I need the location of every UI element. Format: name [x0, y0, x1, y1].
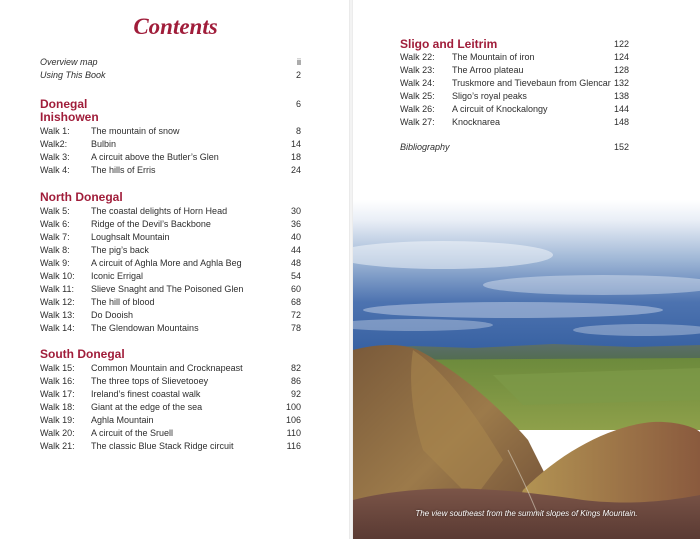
page-number: 60: [290, 284, 301, 294]
bibliography-entry: [400, 141, 629, 154]
walk-number: Walk 11:: [40, 284, 75, 294]
walk-number: Walk 6:: [40, 219, 70, 229]
section-page-number: 122: [613, 39, 629, 49]
walk-name: A circuit of Aghla More and Aghla Beg: [91, 258, 242, 268]
page-number: 24: [290, 165, 301, 175]
page-number: 18: [290, 152, 301, 162]
page-number: 54: [290, 271, 301, 281]
page-number: 72: [290, 310, 301, 320]
walk-number: Walk 7:: [40, 232, 70, 242]
walk-name: The classic Blue Stack Ridge circuit: [91, 441, 234, 451]
page-number: 2: [295, 70, 301, 80]
walk-entry: [40, 138, 301, 151]
page-number: 14: [290, 139, 301, 149]
walk-name: Giant at the edge of the sea: [91, 402, 203, 412]
walk-name: A circuit of the Sruell: [91, 428, 174, 438]
walk-entry: [40, 270, 301, 283]
walk-name: Ridge of the Devil’s Backbone: [91, 219, 211, 229]
page-number: 86: [290, 376, 301, 386]
walk-name: The coastal delights of Horn Head: [91, 206, 228, 216]
walk-entry: [40, 218, 301, 231]
walk-entry: [400, 51, 629, 64]
walk-entry: [40, 362, 301, 375]
walk-name: The pig’s back: [91, 245, 149, 255]
walk-entry: [400, 103, 629, 116]
page-number: 110: [286, 428, 301, 438]
walk-number: Walk 5:: [40, 206, 70, 216]
page-number: 44: [290, 245, 301, 255]
walk-name: A circuit of Knockalongy: [452, 104, 548, 114]
photo-caption: The view southeast from the summit slopes of Kings Mountain.: [415, 509, 638, 518]
section-heading-north-donegal: North Donegal: [40, 190, 123, 204]
walk-number: Walk 13:: [40, 310, 75, 320]
walk-name: Sligo’s royal peaks: [452, 91, 527, 101]
walk-entry: [40, 427, 301, 440]
walk-number: Walk 10:: [40, 271, 75, 281]
walk-number: Walk 9:: [40, 258, 70, 268]
page-number: 124: [613, 52, 629, 62]
walk-name: Ireland’s finest coastal walk: [91, 389, 201, 399]
walk-entry: [40, 322, 301, 335]
walk-name: The mountain of snow: [91, 126, 180, 136]
front-matter-item: [40, 56, 301, 69]
walk-name: Slieve Snaght and The Poisoned Glen: [91, 284, 244, 294]
walk-number: Walk 14:: [40, 323, 75, 333]
walk-entry: [40, 401, 301, 414]
walk-number: Walk 3:: [40, 152, 70, 162]
walk-name: The Arroo plateau: [452, 65, 524, 75]
walk-name: Aghla Mountain: [91, 415, 154, 425]
walk-entry: [400, 64, 629, 77]
walk-name: The hill of blood: [91, 297, 155, 307]
walk-entry: [400, 77, 629, 90]
contents-title: Contents: [133, 14, 218, 39]
walk-name: Loughsalt Mountain: [91, 232, 170, 242]
walk-number: Walk 22:: [400, 52, 435, 62]
section-heading-south-donegal: South Donegal: [40, 347, 125, 361]
page-number: 138: [613, 91, 629, 101]
walk-name: Knocknarea: [452, 117, 501, 127]
front-matter-label: Overview map: [40, 57, 98, 67]
walk-entry: [40, 244, 301, 257]
page-number: ii: [297, 57, 301, 67]
walk-number: Walk 17:: [40, 389, 75, 399]
front-matter-item: [40, 69, 301, 82]
walk-number: Walk 23:: [400, 65, 435, 75]
walk-entry: [40, 440, 301, 453]
page-number: 128: [613, 65, 629, 75]
front-matter-label: Using This Book: [40, 70, 106, 80]
page-number: 144: [613, 104, 629, 114]
walk-entry: [40, 164, 301, 177]
walk-name: The Glendowan Mountains: [91, 323, 199, 333]
walk-name: Do Dooish: [91, 310, 134, 320]
walk-name: The three tops of Slievetooey: [91, 376, 209, 386]
page-number: 116: [286, 441, 301, 451]
walk-entry: [40, 205, 301, 218]
walk-number: Walk2:: [40, 139, 68, 149]
page-number: 106: [285, 415, 301, 425]
walk-entry: [400, 90, 629, 103]
walk-entry: [40, 296, 301, 309]
walk-number: Walk 26:: [400, 104, 435, 114]
page-number: 40: [290, 232, 301, 242]
page-number: 148: [613, 117, 629, 127]
page-number: 36: [290, 219, 301, 229]
walk-entry: [40, 151, 301, 164]
section-heading-sligo-leitrim: Sligo and Leitrim: [400, 37, 498, 51]
section-heading-donegal: Donegal: [40, 97, 88, 111]
page-number: 132: [613, 78, 629, 88]
section-page-number: 6: [295, 99, 301, 109]
walk-number: Walk 20:: [40, 428, 75, 438]
walk-entry: [40, 125, 301, 138]
walk-name: Bulbin: [91, 139, 117, 149]
walk-entry: [40, 375, 301, 388]
page-number: 78: [290, 323, 301, 333]
walk-number: Walk 25:: [400, 91, 435, 101]
page-number: 8: [295, 126, 301, 136]
page-number: 82: [290, 363, 301, 373]
walk-number: Walk 18:: [40, 402, 75, 412]
walk-name: A circuit above the Butler’s Glen: [91, 152, 219, 162]
walk-name: The Mountain of iron: [452, 52, 535, 62]
walk-number: Walk 21:: [40, 441, 75, 451]
walk-number: Walk 8:: [40, 245, 70, 255]
walk-number: Walk 27:: [400, 117, 435, 127]
walk-entry: [400, 116, 629, 129]
contents-right-page: [353, 0, 700, 539]
page-number: 48: [290, 258, 301, 268]
page-number: 152: [613, 142, 629, 152]
walk-number: Walk 19:: [40, 415, 75, 425]
walk-entry: [40, 388, 301, 401]
walk-name: Common Mountain and Crocknapeast: [91, 363, 243, 373]
walk-name: Iconic Errigal: [91, 271, 144, 281]
walk-number: Walk 15:: [40, 363, 75, 373]
walk-number: Walk 4:: [40, 165, 70, 175]
bibliography-label: Bibliography: [400, 142, 450, 152]
walk-entry: [40, 309, 301, 322]
page-number: 92: [290, 389, 301, 399]
walk-entry: [40, 257, 301, 270]
landscape-photo: [353, 200, 700, 539]
page-number: 30: [290, 206, 301, 216]
walk-entry: [40, 414, 301, 427]
walk-number: Walk 1:: [40, 126, 70, 136]
walk-number: Walk 12:: [40, 297, 75, 307]
walk-name: The hills of Erris: [91, 165, 156, 175]
walk-entry: [40, 231, 301, 244]
walk-number: Walk 16:: [40, 376, 75, 386]
section-heading-inishowen: Inishowen: [40, 110, 99, 124]
page-number: 100: [285, 402, 301, 412]
walk-entry: [40, 283, 301, 296]
walk-number: Walk 24:: [400, 78, 435, 88]
page-number: 68: [290, 297, 301, 307]
walk-name: Truskmore and Tievebaun from Glencar: [452, 78, 611, 88]
